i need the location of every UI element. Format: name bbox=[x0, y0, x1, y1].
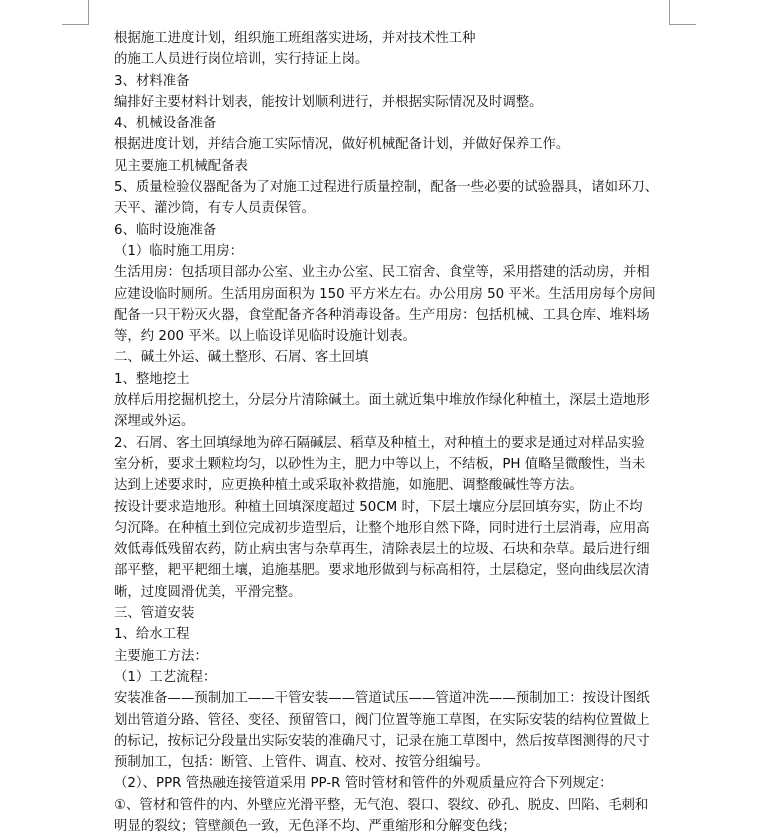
text-line: 匀沉降。在种植土到位完成初步造型后，让整个地形自然下降，同时进行土层消毒，应用高 bbox=[114, 520, 650, 536]
text-line: 配备一只干粉灭火器，食堂配备齐各种消毒设备。生产用房：包括机械、工具仓库、堆料场 bbox=[114, 307, 650, 323]
text-line: 达到上述要求时，应更换种植土或采取补救措施，如施肥、调整酸碱性等方法。 bbox=[114, 478, 583, 494]
text-line: 根据施工进度计划，组织施工班组落实进场，并对技术性工种 bbox=[114, 31, 476, 46]
text-line: 安装准备——预制加工——干管安装——管道试压——管道冲洗——预制加工：按设计图纸 bbox=[114, 691, 650, 707]
text-line: ①、管材和管件的内、外壁应光滑平整，无气泡、裂口、裂纹、砂孔、脱皮、凹陷、毛刺和 bbox=[114, 797, 649, 813]
text-line: 5、质量检验仪器配备为了对施工过程进行质量控制，配备一些必要的试验器具，诸如环刀、 bbox=[114, 180, 659, 196]
text-line: 2、石屑、客土回填绿地为碎石隔碱层、稻草及种植土，对种植土的要求是通过对样品实验 bbox=[114, 435, 645, 451]
sub-heading: （2）、PPR 管热融连接管道采用 PP-R 管时管材和管件的外观质量应符合下列规定： bbox=[114, 776, 613, 792]
text-line: 划出管道分路、管径、变径、预留管口，阀门位置等施工草图，在实际安装的结构位置做上 bbox=[114, 712, 650, 728]
text-line: 编排好主要材料计划表，能按计划顺利进行，并根据实际情况及时调整。 bbox=[114, 94, 543, 110]
text-line: 明显的裂纹；管壁颜色一致，无色泽不均、严重缩形和分解变色线； bbox=[114, 818, 516, 834]
text-line: 见主要施工机械配备表 bbox=[114, 158, 248, 174]
text-line: 部平整，耙平耙细土壤，追施基肥。要求地形做到与标高相符，土层稳定，竖向曲线层次清 bbox=[114, 563, 650, 579]
chapter-heading: 二、碱土外运、碱土整形、石屑、客土回填 bbox=[114, 350, 369, 366]
text-line: 放样后用挖掘机挖土，分层分片清除碱土。面土就近集中堆放作绿化种植土，深层土造地形 bbox=[114, 393, 650, 409]
text-line: 效低毒低残留农药，防止病虫害与杂草再生，清除表层土的垃圾、石块和杂草。最后进行细 bbox=[114, 542, 650, 558]
sub-heading: （1）临时施工用房： bbox=[114, 243, 244, 259]
crop-mark-top-left-horizontal bbox=[62, 24, 89, 25]
text-line: 晰，过度圆滑优美，平滑完整。 bbox=[114, 584, 302, 600]
text-line: 生活用房：包括项目部办公室、业主办公室、民工宿舍、食堂等，采用搭建的活动房，并相 bbox=[114, 265, 650, 281]
section-heading: 1、整地挖土 bbox=[114, 371, 190, 387]
section-heading: 3、材料准备 bbox=[114, 73, 190, 89]
text-line: 深埋或外运。 bbox=[114, 414, 195, 430]
text-line: 的施工人员进行岗位培训，实行持证上岗。 bbox=[114, 52, 369, 68]
section-heading: 1、给水工程 bbox=[114, 627, 190, 643]
section-heading: 4、机械设备准备 bbox=[114, 116, 217, 132]
text-line: 室分析，要求土颗粒均匀，以砂性为主，肥力中等以上，不结板，PH 值略呈微酸性，当未 bbox=[114, 456, 646, 472]
text-line: 按设计要求造地形。种植土回填深度超过 50CM 时，下层土壤应分层回填夯实，防止不均 bbox=[114, 499, 643, 515]
section-heading: 6、临时设施准备 bbox=[114, 222, 217, 238]
document-body bbox=[114, 28, 674, 837]
text-line: 主要施工方法： bbox=[114, 648, 208, 664]
text-line: 应建设临时厕所。生活用房面积为 150 平方米左右。办公用房 50 平米。生活用房每个房间 bbox=[114, 286, 656, 302]
text-line: 等，约 200 平米。以上临设详见临时设施计划表。 bbox=[114, 329, 416, 345]
crop-mark-top-right-vertical bbox=[669, 0, 670, 25]
text-line: 根据进度计划，并结合施工实际情况，做好机械配备计划，并做好保养工作。 bbox=[114, 137, 570, 153]
chapter-heading: 三、管道安装 bbox=[114, 606, 195, 622]
text-line: 预制加工，包括：断管、上管件、调直、校对、按管分组编号。 bbox=[114, 755, 489, 771]
crop-mark-top-right-horizontal bbox=[669, 24, 696, 25]
sub-heading: （1）工艺流程： bbox=[114, 669, 217, 685]
text-line: 天平、灌沙筒，有专人员责保管。 bbox=[114, 201, 315, 217]
crop-mark-top-left-vertical bbox=[88, 0, 89, 25]
text-line: 的标记，按标记分段量出实际安装的准确尺寸，记录在施工草图中，然后按草图测得的尺寸 bbox=[114, 733, 650, 749]
